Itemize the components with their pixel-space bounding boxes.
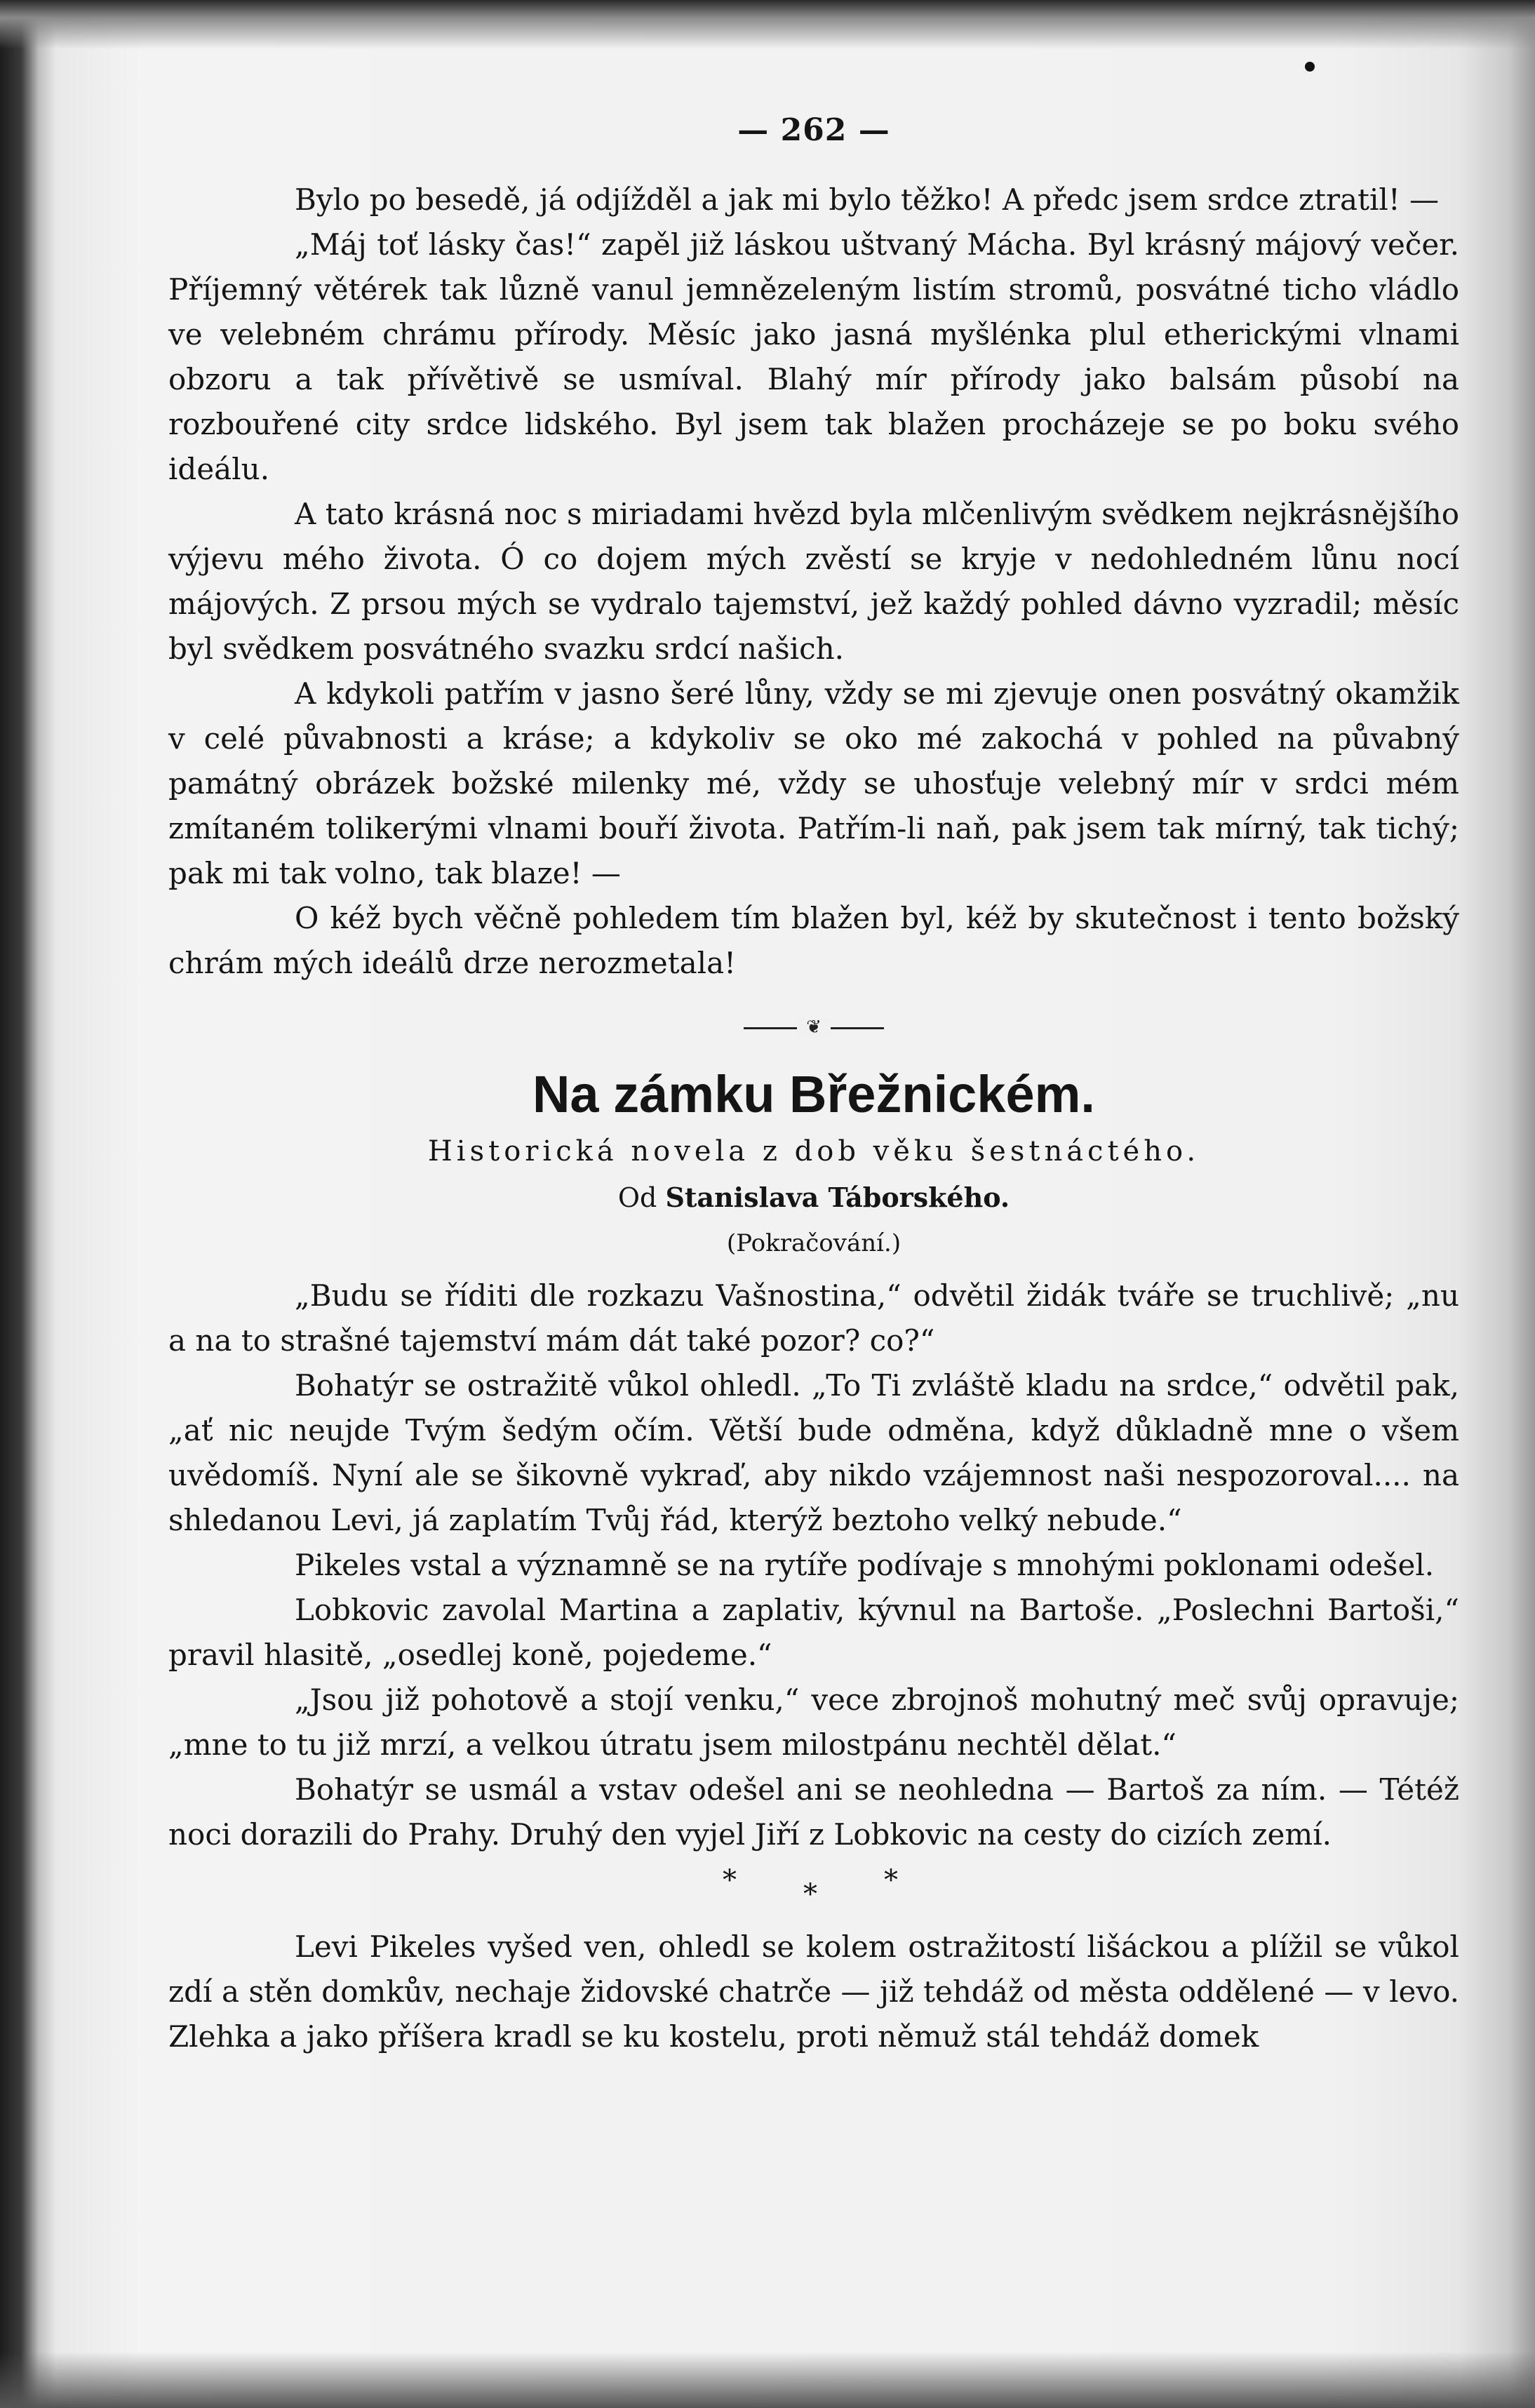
intro-paragraph: A tato krásná noc s miriadami hvězd byla mlčenlivým svědkem nejkrásnějšího výjevu mého života. Ó co dojem mých zvěstí se kryje v nedohledném lůnu nocí májových. Z prsou mých se vydralo tajemství, jež každý pohled dávno vyzradil; měsíc byl svědkem posvátného svazku srdcí našich. xyxy=(168,497,1459,666)
story-paragraph: Bohatýr se usmál a vstav odešel ani se neohledna — Bartoš za ním. — Tétéž noci dorazili do Prahy. Druhý den vyjel Jiří z Lobkovic na cesty do cizích zemí. xyxy=(168,1772,1459,1852)
author-name: Stanislava Táborského. xyxy=(665,1182,1010,1213)
asterisk-icon: * xyxy=(723,1864,737,1897)
story-section xyxy=(168,1273,1459,1857)
continued-note: (Pokračování.) xyxy=(726,1229,901,1257)
divider-ornament-icon: ❦ xyxy=(797,1018,831,1036)
scan-bottom-shadow xyxy=(0,2352,1535,2408)
story-paragraph: Pikeles vstal a významně se na rytíře podívaje s mnohými poklonami odešel. xyxy=(295,1548,1435,1582)
asterisk-icon: * xyxy=(884,1864,898,1897)
story-paragraph: Bohatýr se ostražitě vůkol ohledl. „To Ti zvláště kladu na srdce,“ odvětil pak, „ať nic neujde Tvým šedým očím. Větší bude odměna, když důkladně mne o všem uvědomíš. Nyní ale se šikovně vykraď, aby nikdo vzájemnost naši nespozoroval.... na shledanou Levi, já zaplatím Tvůj řád, kterýž beztoho velký nebude.“ xyxy=(168,1368,1459,1537)
intro-paragraph: „Máj toť lásky čas!“ zapěl již láskou uštvaný Mácha. Byl krásný májový večer. Příjemný větérek tak lůzně vanul jemnězeleným listím stromů, posvátné ticho vládlo ve velebném chrámu přírody. Měsíc jako jasná myšlénka plul etherickými vlnami obzoru a tak přívětivě se usmíval. Blahý mír přírody jako balsám působí na rozbouřené city srdce lidského. Byl jsem tak blažen procházeje se po boku svého ideálu. xyxy=(168,227,1459,486)
intro-paragraph: O kéž bych věčně pohledem tím blažen byl, kéž by skutečnost i tento božský chrám mých ideálů drze nerozmetala! xyxy=(168,901,1459,980)
section-divider xyxy=(744,1017,884,1038)
story-subtitle: Historická novela z dob věku šestnáctého. xyxy=(427,1135,1200,1168)
intro-paragraph: A kdykoli patřím v jasno šeré lůny, vždy se mi zjevuje onen posvátný okamžik v celé půvabnosti a kráse; a kdykoliv se oko mé zakochá v pohled na půvabný památný obrázek božské milenky mé, vždy se uhosťuje velebný mír v srdci mém zmítaném tolikerými vlnami bouří života. Patřím-li naň, pak jsem tak mírný, tak tichý; pak mi tak volno, tak blaze! — xyxy=(168,676,1459,890)
intro-section xyxy=(168,178,1459,986)
story-title: Na zámku Břežnickém. xyxy=(532,1065,1095,1123)
story-paragraph: Lobkovic zavolal Martina a zaplativ, kývnul na Bartoše. „Poslechni Bartoši,“ pravil hlasitě, „osedlej koně, pojedeme.“ xyxy=(168,1593,1459,1672)
story-paragraph: „Jsou již pohotově a stojí venku,“ vece zbrojnoš mohutný meč svůj opravuje; „mne to tu již mrzí, a velkou útratu jsem milostpánu nechtěl dělat.“ xyxy=(168,1683,1459,1762)
page-number: — 262 — xyxy=(737,112,890,148)
intro-paragraph: Bylo po besedě, já odjížděl a jak mi bylo těžko! A předc jsem srdce ztratil! — xyxy=(295,182,1440,217)
author-prefix: Od xyxy=(617,1182,657,1213)
story-author xyxy=(168,1178,1459,1217)
story-paragraph: „Budu se říditi dle rozkazu Vašnostina,“ odvětil židák tváře se truchlivě; „nu a na to strašné tajemství mám dát také pozor? co?“ xyxy=(168,1278,1459,1358)
document-page xyxy=(168,98,1459,2343)
scan-top-shadow xyxy=(0,0,1535,49)
ink-spot xyxy=(1305,62,1315,72)
closing-paragraph: Levi Pikeles vyšed ven, ohledl se kolem ostražitostí lišáckou a plížil se vůkol zdí a stěn domkův, nechaje židovské chatrče — již tehdáž od města oddělené — v levo. Zlehka a jako příšera kradl se ku kostelu, proti němuž stál tehdáž domek xyxy=(168,1929,1459,2054)
asterisk-icon: * xyxy=(803,1878,817,1911)
asterism xyxy=(168,1860,1459,1919)
